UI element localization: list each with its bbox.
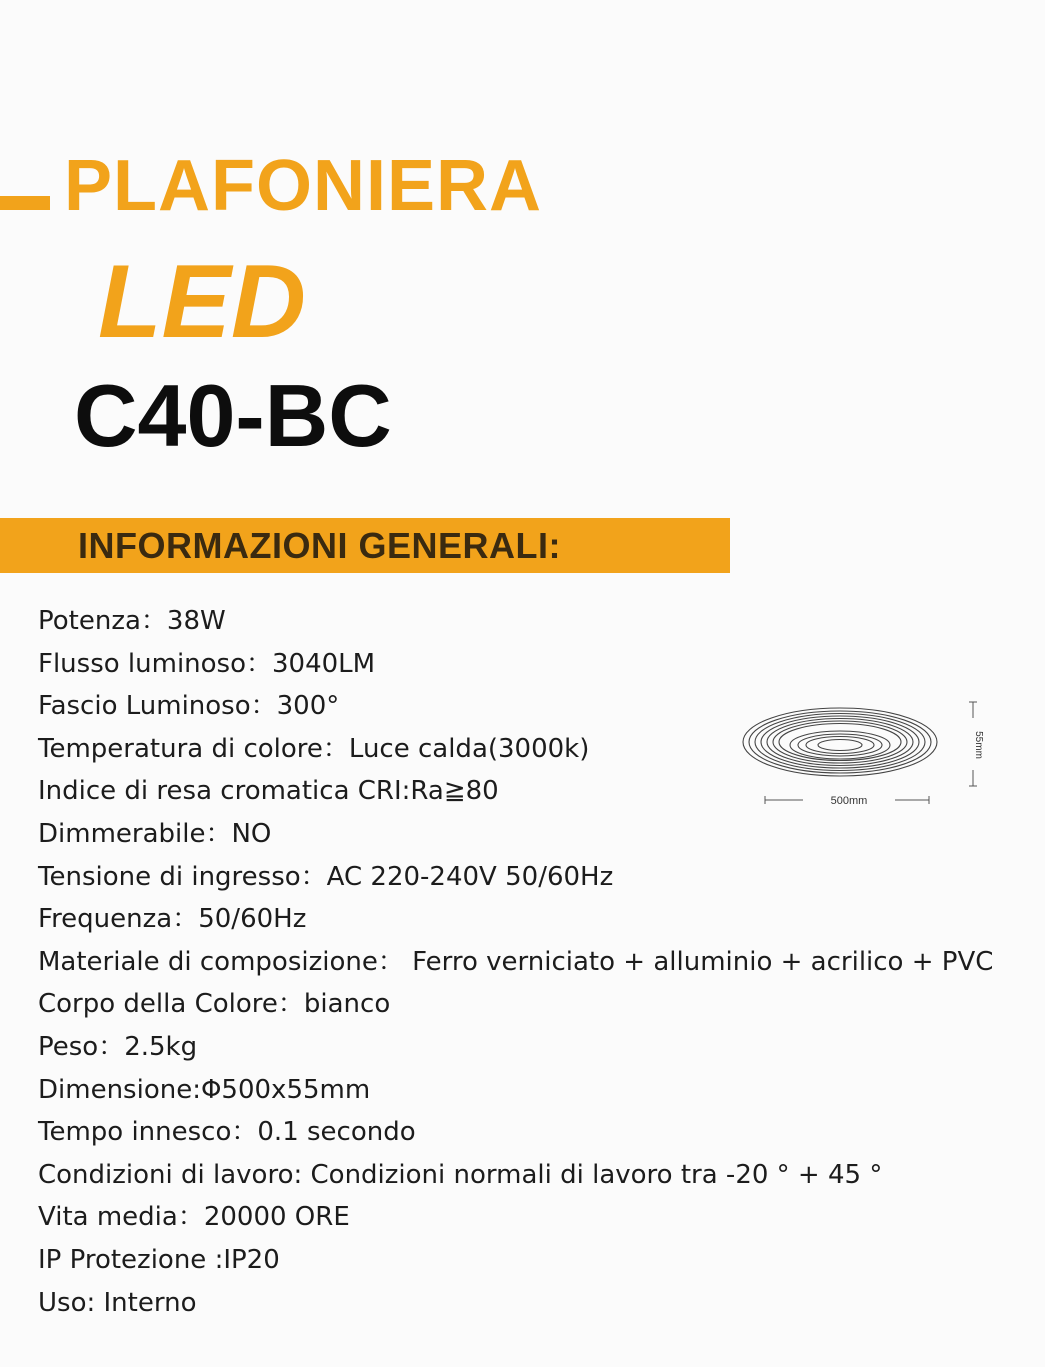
spec-value: Condizioni normali di lavoro tra -20 ° + 45 ° xyxy=(302,1159,883,1190)
spec-row xyxy=(38,1239,993,1282)
spec-label: Indice di resa cromatica CRI: xyxy=(38,776,411,807)
spec-label: Frequenza： xyxy=(38,904,199,935)
model-code: C40-BC xyxy=(74,366,392,465)
spec-value: 3040LM xyxy=(272,648,376,679)
spec-value: bianco xyxy=(303,989,391,1020)
spec-row xyxy=(38,643,993,686)
spec-value: Luce calda(3000k) xyxy=(348,733,590,764)
spec-label: Temperatura di colore： xyxy=(38,733,349,764)
spec-label: Potenza： xyxy=(38,606,167,636)
spec-value: 20000 ORE xyxy=(203,1202,350,1233)
spec-value: Φ500x55mm xyxy=(200,1074,371,1105)
spec-row xyxy=(38,941,993,984)
spec-label: Uso: xyxy=(38,1287,96,1318)
spec-label: Tensione di ingresso： xyxy=(38,861,327,892)
spec-row xyxy=(38,1069,993,1112)
spec-row xyxy=(38,856,993,899)
spec-label: Materiale di composizione： xyxy=(38,946,404,977)
spec-row xyxy=(38,983,993,1026)
spec-label: Fascio Luminoso： xyxy=(38,691,277,722)
spec-value: 300° xyxy=(276,691,340,722)
spec-value: 38W xyxy=(166,606,226,636)
spec-row xyxy=(38,1282,993,1325)
spec-label: Dimmerabile： xyxy=(38,818,232,849)
spec-row xyxy=(38,898,993,941)
spec-row xyxy=(38,1154,993,1197)
spec-label: Corpo della Colore： xyxy=(38,989,304,1020)
spec-label: Condizioni di lavoro: xyxy=(38,1159,303,1190)
spec-label: Vita media： xyxy=(38,1202,204,1233)
spec-value: Ra≧80 xyxy=(410,776,499,807)
spec-value: 0.1 secondo xyxy=(257,1117,416,1148)
spec-label: Dimensione: xyxy=(38,1074,201,1105)
title-line-1: PLAFONIERA xyxy=(64,146,542,226)
section-title: INFORMAZIONI GENERALI: xyxy=(78,525,561,566)
spec-value: IP20 xyxy=(223,1244,280,1275)
lamp-rings-icon xyxy=(743,708,937,776)
spec-value: Ferro verniciato + alluminio + acrilico + PVC xyxy=(403,946,994,977)
spec-row xyxy=(38,1026,993,1069)
height-label: 55mm xyxy=(973,731,984,759)
spec-value: AC 220-240V 50/60Hz xyxy=(326,861,614,892)
lamp-dimension-diagram xyxy=(735,690,995,820)
spec-label: Peso： xyxy=(38,1031,125,1062)
spec-label: IP Protezione : xyxy=(38,1244,224,1275)
spec-label: Tempo innesco： xyxy=(38,1117,258,1148)
spec-row xyxy=(38,1196,993,1239)
spec-value: 50/60Hz xyxy=(198,904,307,935)
spec-row xyxy=(38,600,993,643)
spec-value: Interno xyxy=(95,1287,197,1318)
spec-value: NO xyxy=(231,818,272,849)
title-accent-bar xyxy=(0,196,50,210)
spec-value: 2.5kg xyxy=(124,1031,198,1062)
spec-label: Flusso luminoso： xyxy=(38,648,273,679)
spec-row xyxy=(38,1111,993,1154)
title-line-2: LED xyxy=(98,244,306,360)
width-label: 500mm xyxy=(830,795,868,807)
